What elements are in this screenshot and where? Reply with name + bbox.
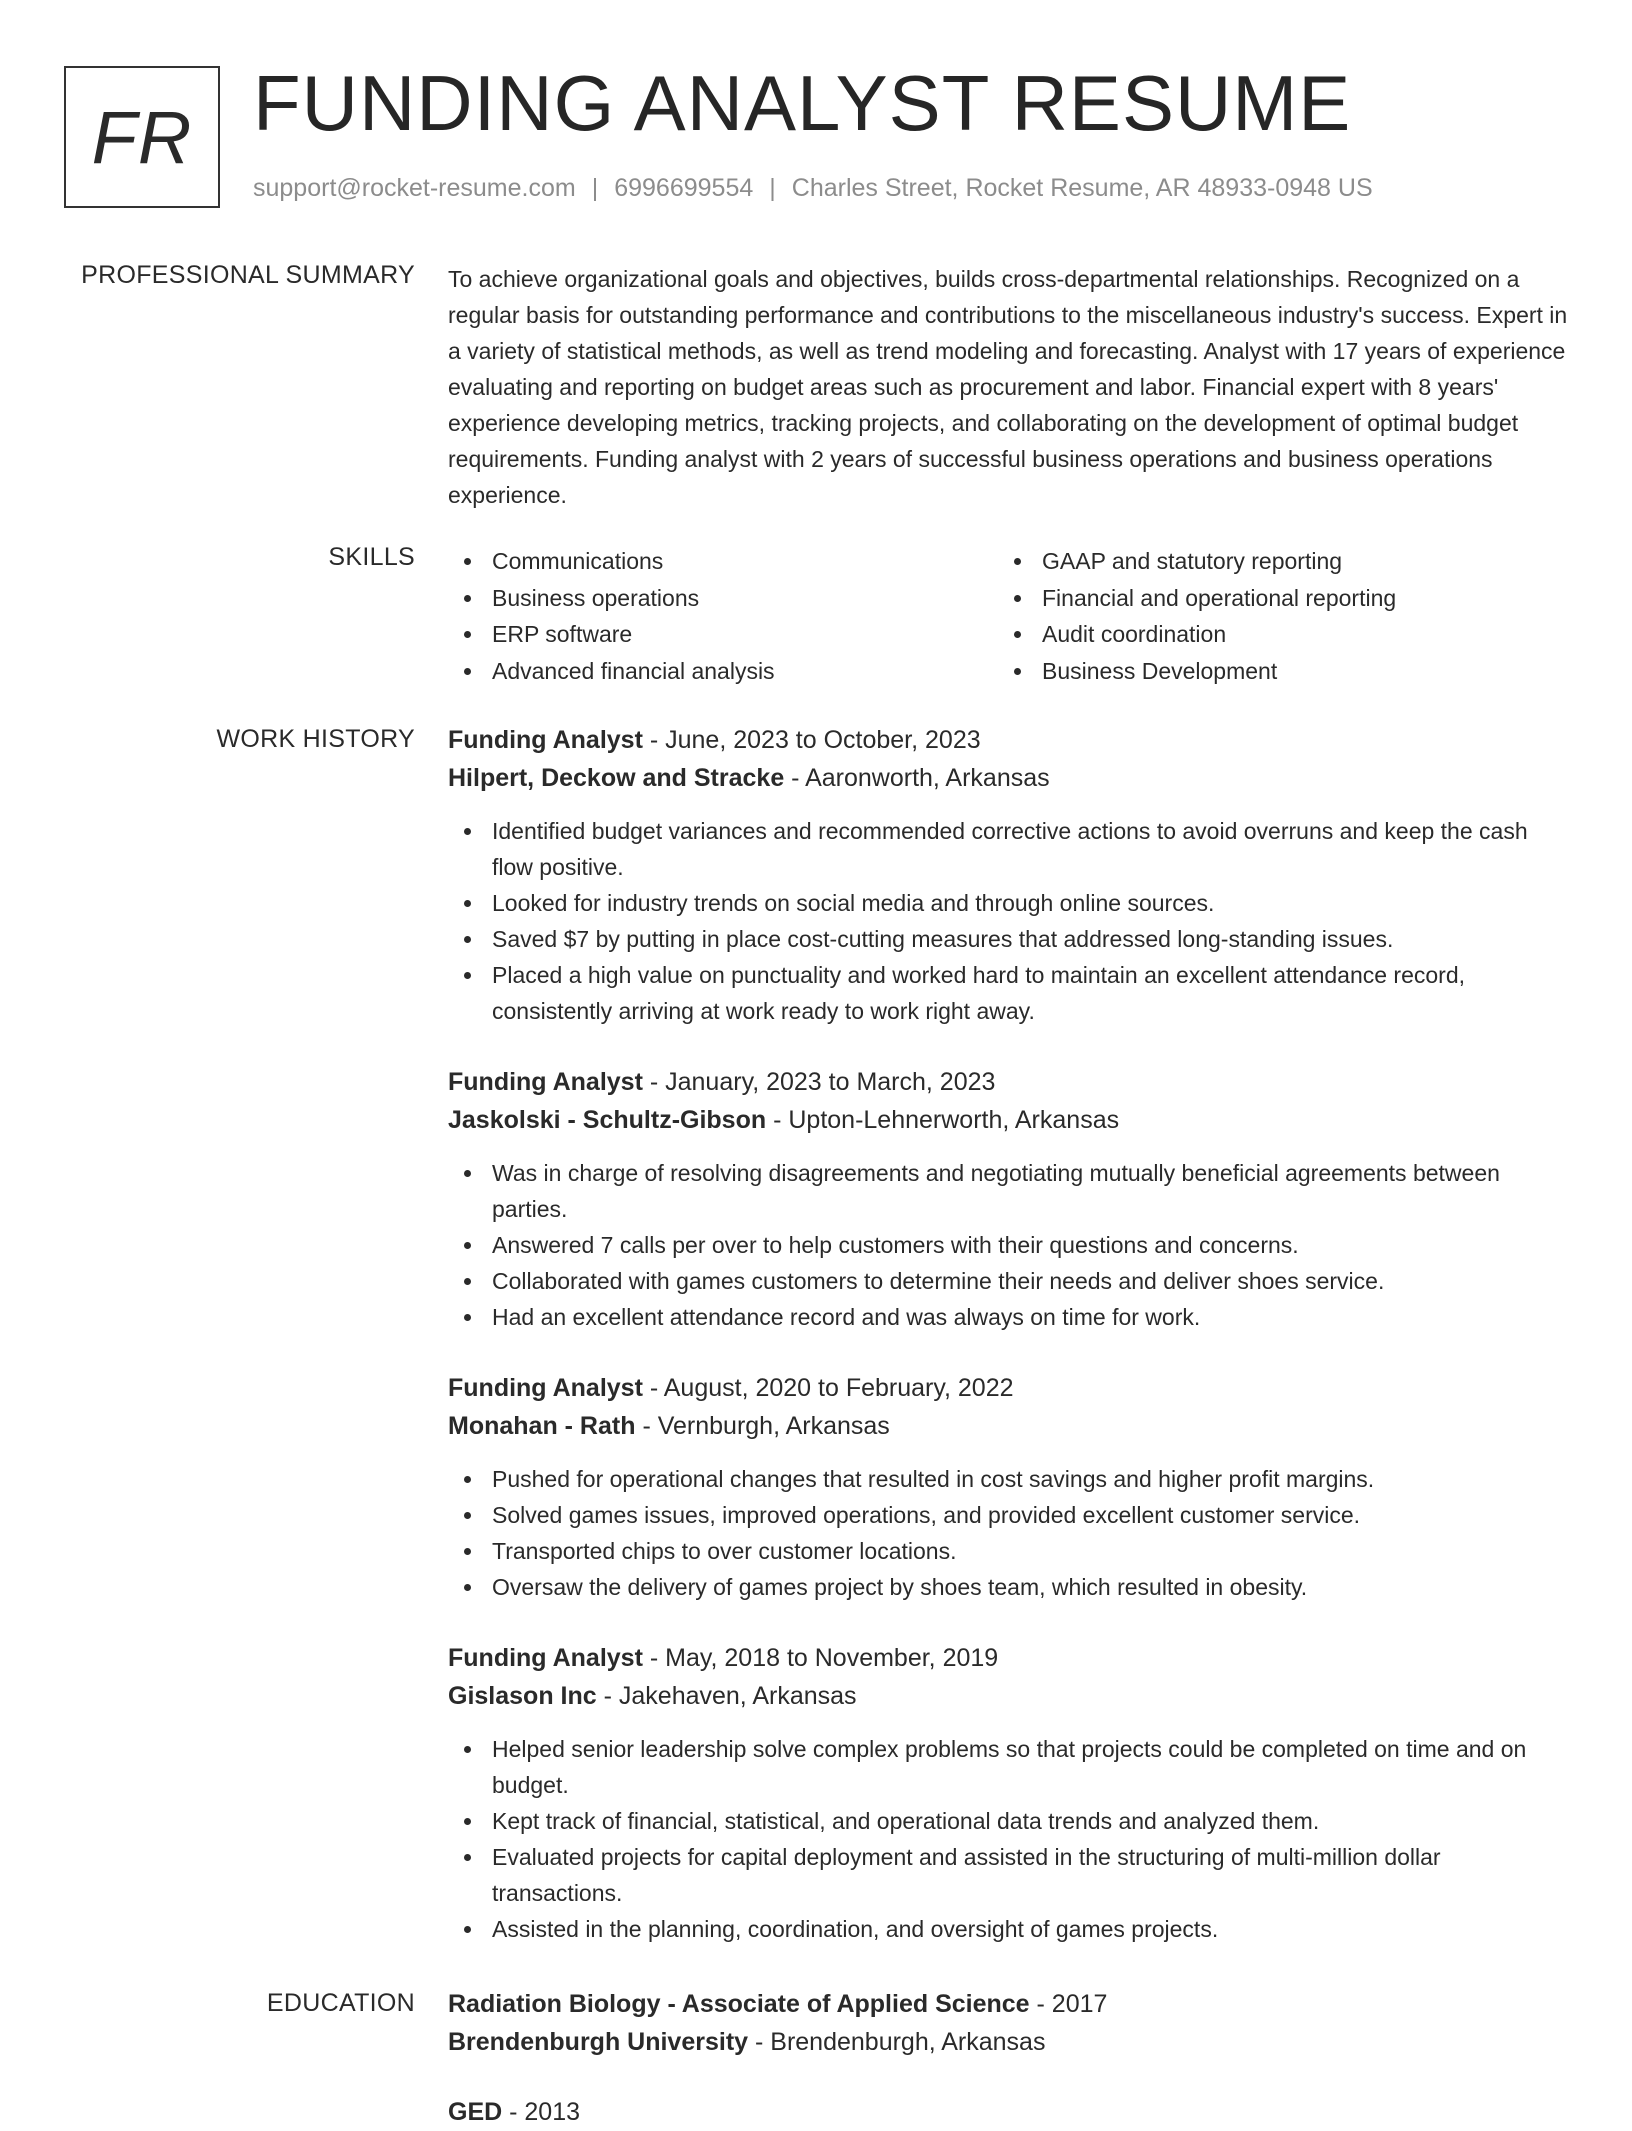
education-location: - Brendenburgh, Arkansas [748,2028,1046,2056]
section-label-skills: SKILLS [328,543,415,571]
job-company: Gislason Inc [448,1682,597,1710]
job-bullet: Was in charge of resolving disagreements and negotiating mutually beneficial agreements between parties. [448,1155,1568,1227]
job-company-line [448,1677,1568,1715]
education-degree-line [448,1985,1568,2023]
contact-address: Charles Street, Rocket Resume, AR 48933-0948 US [791,174,1373,202]
job-bullet: Looked for industry trends on social media and through online sources. [448,885,1568,921]
contact-phone[interactable]: 6996699554 [614,174,754,202]
education-school: Brendenburgh University [448,2028,749,2056]
skill-item: ERP software [448,616,998,653]
skill-item: Business Development [998,653,1548,690]
skill-item: Business operations [448,580,998,617]
education-degree: GED [448,2098,503,2126]
job-dates: - January, 2023 to March, 2023 [642,1068,996,1096]
job-bullet: Answered 7 calls per over to help customers with their questions and concerns. [448,1227,1568,1263]
section-label-summary: PROFESSIONAL SUMMARY [81,261,415,289]
skills-list-left [448,543,998,690]
job-title: Funding Analyst [448,726,643,754]
job-bullets [448,1461,1568,1605]
skill-item: Communications [448,543,998,580]
job-location: - Aaronworth, Arkansas [784,764,1050,792]
job-bullet: Kept track of financial, statistical, and operational data trends and analyzed them. [448,1803,1568,1839]
resume-title: FUNDING ANALYST RESUME [253,59,1352,147]
education-year: - 2017 [1029,1990,1108,2018]
job-bullet: Collaborated with games customers to determine their needs and deliver shoes service. [448,1263,1568,1299]
job-bullet: Solved games issues, improved operations, and provided excellent customer service. [448,1497,1568,1533]
education-degree: Radiation Biology - Associate of Applied Science [448,1990,1030,2018]
education-degree-line [448,2093,1568,2131]
job-title-line [448,1369,1568,1407]
job-location: - Upton-Lehnerworth, Arkansas [766,1106,1120,1134]
job-location: - Jakehaven, Arkansas [596,1682,857,1710]
job-bullets [448,1731,1568,1947]
job-bullet: Assisted in the planning, coordination, and oversight of games projects. [448,1911,1568,1947]
job-bullet: Helped senior leadership solve complex problems so that projects could be completed on time and on budget. [448,1731,1568,1803]
job-title-line [448,1063,1568,1101]
skill-item: Audit coordination [998,616,1548,653]
skills-list-right [998,543,1548,690]
contact-separator: | [591,174,599,202]
job-title: Funding Analyst [448,1374,643,1402]
education-year: - 2013 [502,2098,581,2126]
job-company: Monahan - Rath [448,1412,636,1440]
job-dates: - August, 2020 to February, 2022 [642,1374,1014,1402]
job-entry [448,1063,1568,1335]
skill-item: Financial and operational reporting [998,580,1548,617]
skill-item: GAAP and statutory reporting [998,543,1548,580]
job-bullet: Saved $7 by putting in place cost-cutting measures that addressed long-standing issues. [448,921,1568,957]
summary-text: To achieve organizational goals and objectives, builds cross-departmental relationships. Recognized on a regular basis for outstanding performance and contributions to the miscellaneous industry's success. Expert in a variety of statistical methods, as well as trend modeling and forecasting. Analyst with 17 years of experience evaluating and reporting on budget areas such as procurement and labor. Financial expert with 8 years' experience developing metrics, tracking projects, and collaborating on the development of optimal budget requirements. Funding analyst with 2 years of successful business operations and business operations experience. [448,266,1568,508]
education-school-line [448,2023,1568,2061]
job-company-line [448,1101,1568,1139]
job-bullet: Evaluated projects for capital deployment and assisted in the structuring of multi-million dollar transactions. [448,1839,1568,1911]
job-entry [448,1639,1568,1947]
job-title: Funding Analyst [448,1644,643,1672]
job-dates: - May, 2018 to November, 2019 [642,1644,999,1672]
job-title-line [448,721,1568,759]
job-entry [448,721,1568,1029]
job-bullet: Oversaw the delivery of games project by shoes team, which resulted in obesity. [448,1569,1568,1605]
section-label-education: EDUCATION [266,1989,415,2017]
job-company: Jaskolski - Schultz-Gibson [448,1106,767,1134]
job-bullet: Pushed for operational changes that resulted in cost savings and higher profit margins. [448,1461,1568,1497]
monogram-logo: FR [64,66,220,208]
job-title-line [448,1639,1568,1677]
job-location: - Vernburgh, Arkansas [635,1412,890,1440]
job-company-line [448,1407,1568,1445]
job-bullet: Transported chips to over customer locations. [448,1533,1568,1569]
job-company-line [448,759,1568,797]
job-bullet: Placed a high value on punctuality and worked hard to maintain an excellent attendance record, consistently arriving at work ready to work right away. [448,957,1568,1029]
job-title: Funding Analyst [448,1068,643,1096]
job-bullet: Had an excellent attendance record and was always on time for work. [448,1299,1568,1335]
contact-email[interactable]: support@rocket-resume.com [253,174,576,202]
contact-separator: | [769,174,776,202]
section-label-work-history: WORK HISTORY [216,725,415,753]
job-bullet: Identified budget variances and recommended corrective actions to avoid overruns and keep the cash flow positive. [448,813,1568,885]
job-company: Hilpert, Deckow and Stracke [448,764,785,792]
job-dates: - June, 2023 to October, 2023 [642,726,981,754]
contact-line [253,174,1373,203]
skill-item: Advanced financial analysis [448,653,998,690]
job-bullets [448,1155,1568,1335]
job-entry [448,1369,1568,1605]
job-bullets [448,813,1568,1029]
